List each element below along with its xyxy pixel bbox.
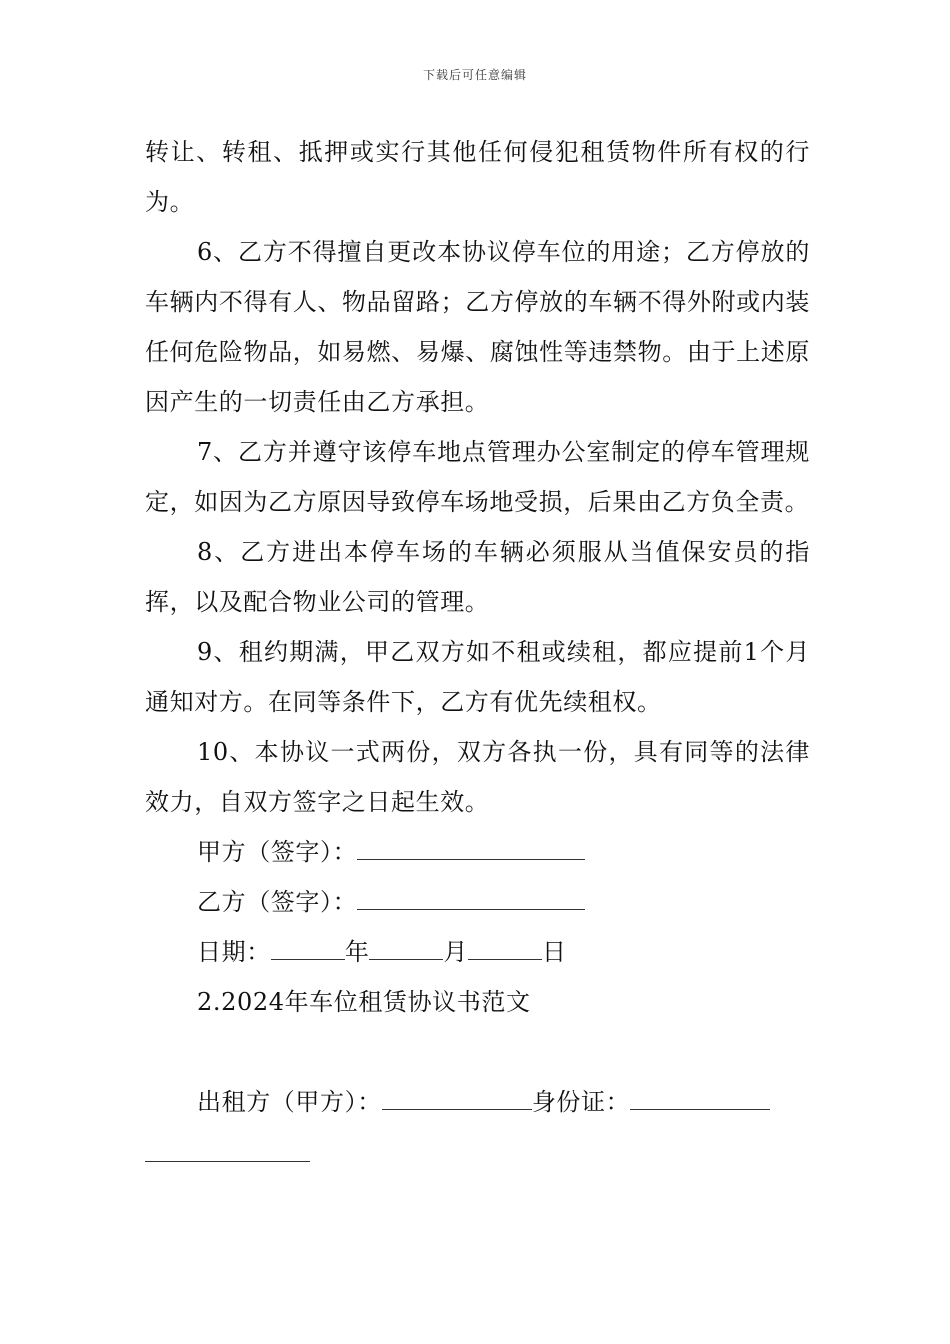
next-section-title: 2.2024年车位租赁协议书范文 [197, 988, 531, 1016]
document-body [145, 127, 810, 1162]
paragraph-clause-10: 10、本协议一式两份，双方各执一份，具有同等的法律效力，自双方签字之日起生效。 [145, 738, 810, 816]
paragraph-continuation: 转让、转租、抵押或实行其他任何侵犯租赁物件所有权的行为。 [145, 138, 810, 216]
id-number-blank-continued [145, 1131, 310, 1162]
year-blank [271, 929, 345, 960]
day-blank [468, 929, 542, 960]
paragraph-clause-7: 7、乙方并遵守该停车地点管理办公室制定的停车管理规定，如因为乙方原因导致停车场地受损，后果由乙方负全责。 [145, 438, 810, 516]
month-label: 月 [443, 938, 469, 966]
id-label: 身份证： [531, 1088, 631, 1116]
party-a-signature-label: 甲方（签字）： [197, 838, 358, 866]
id-number-blank [630, 1079, 770, 1110]
paragraph-clause-9: 9、租约期满，甲乙双方如不租或续租，都应提前1个月通知对方。在同等条件下，乙方有优先续租权。 [145, 638, 810, 716]
lessor-label: 出租方（甲方）： [197, 1088, 382, 1116]
date-label: 日期： [197, 938, 271, 966]
month-blank [369, 929, 443, 960]
year-label: 年 [344, 938, 370, 966]
paragraph-clause-8: 8、乙方进出本停车场的车辆必须服从当值保安员的指挥，以及配合物业公司的管理。 [145, 538, 810, 616]
party-a-signature-line [145, 827, 810, 877]
party-b-signature-line [145, 877, 810, 927]
day-label: 日 [542, 938, 567, 966]
party-a-signature-blank [357, 829, 585, 860]
lessor-name-blank [382, 1079, 532, 1110]
lessor-line [145, 1077, 810, 1127]
party-b-signature-blank [357, 879, 585, 910]
date-line [145, 927, 810, 977]
party-b-signature-label: 乙方（签字）： [197, 888, 358, 916]
page-header-note: 下载后可任意编辑 [422, 68, 527, 82]
paragraph-clause-6: 6、乙方不得擅自更改本协议停车位的用途；乙方停放的车辆内不得有人、物品留路；乙方停放的车辆不得外附或内装任何危险物品，如易燃、易爆、腐蚀性等违禁物。由于上述原因产生的一切责任由乙方承担。 [145, 238, 810, 416]
